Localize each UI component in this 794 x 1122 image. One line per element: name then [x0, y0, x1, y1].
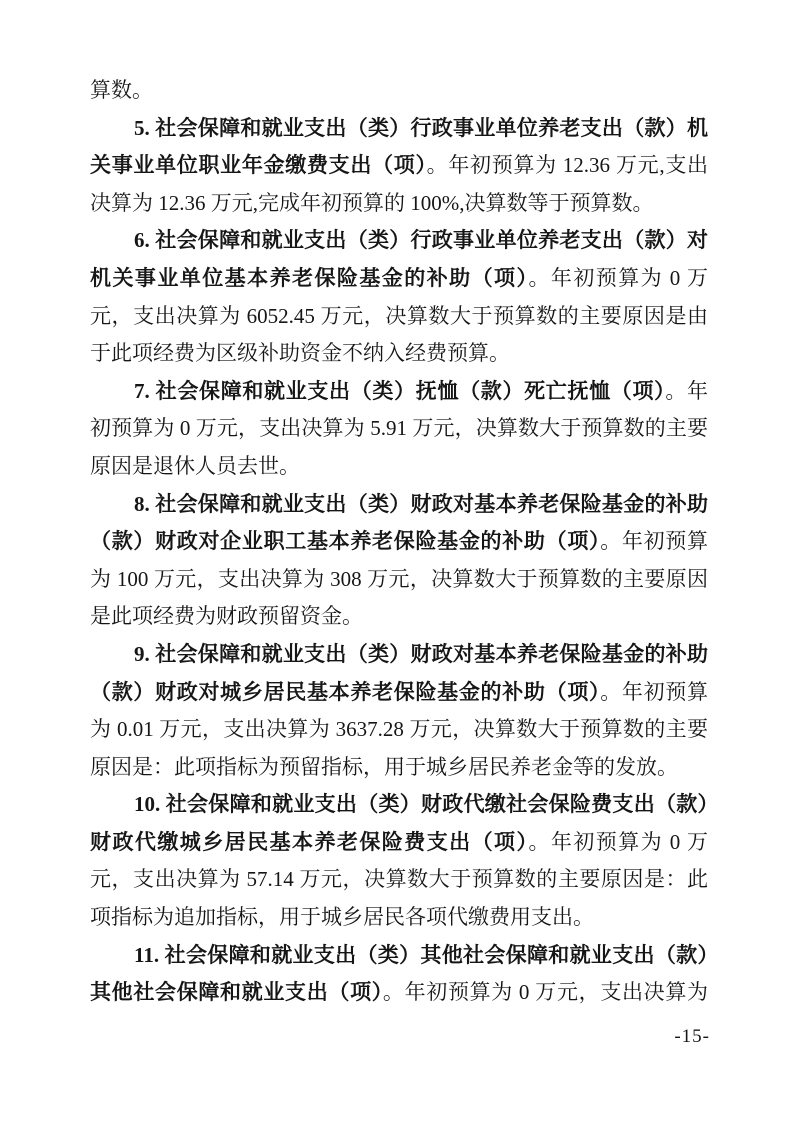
paragraph-item-6	[90, 222, 708, 372]
document-body	[90, 72, 708, 1012]
paragraph-text: 。年初预算为 0.01 万元，支出决算为 3637.28 万元，决算数大于预算数的主要原因是：此项指标为预留指标，用于城乡居民养老金等的发放。	[90, 679, 709, 779]
paragraph-text: 。年初预算为 12.36 万元,支出决算为 12.36 万元,完成年初预算的 100%,决算数等于预算数。	[90, 153, 709, 215]
paragraph-text: 。年初预算为 100 万元，支出决算为 308 万元，决算数大于预算数的主要原因是此项经费为财政预留资金。	[90, 529, 709, 629]
paragraph-heading: 8. 社会保障和就业支出（类）财政对基本养老保险基金的补助（款）财政对企业职工基本养老保险基金的补助（项）	[90, 491, 708, 554]
paragraph-text: 。年初预算为 0 万元，支出决算为 6052.45 万元，决算数大于预算数的主要原因是由于此项经费为区级补助资金不纳入经费预算。	[90, 265, 709, 366]
paragraph-item-5	[90, 110, 708, 223]
paragraph-text: 。年初预算为 0 万元，支出决算为	[382, 980, 709, 1005]
paragraph-item-10	[90, 786, 708, 936]
paragraph-text: 。年初预算为 0 万元，支出决算为 57.14 万元，决算数大于预算数的主要原因是：此项指标为追加指标，用于城乡居民各项代缴费用支出。	[90, 829, 709, 930]
paragraph-heading: 7. 社会保障和就业支出（类）抚恤（款）死亡抚恤（项）	[134, 378, 666, 403]
paragraph-item-11	[90, 937, 708, 1012]
paragraph-heading: 11. 社会保障和就业支出（类）其他社会保障和就业支出（款）其他社会保障和就业支出（项）	[90, 942, 708, 1005]
paragraph-heading: 9. 社会保障和就业支出（类）财政对基本养老保险基金的补助（款）财政对城乡居民基本养老保险基金的补助（项）	[90, 641, 708, 704]
paragraph-heading: 5. 社会保障和就业支出（类）行政事业单位养老支出（款）机关事业单位职业年金缴费支出（项）	[90, 115, 708, 178]
paragraph-item-9	[90, 636, 708, 786]
paragraph-item-7	[90, 373, 708, 486]
paragraph-heading: 6. 社会保障和就业支出（类）行政事业单位养老支出（款）对机关事业单位基本养老保险基金的补助（项）	[90, 228, 708, 290]
paragraph-item-8	[90, 486, 708, 636]
continuation-text: 算数。	[90, 78, 153, 102]
page-number: -15-	[674, 1026, 710, 1047]
paragraph-text: 。年初预算为 0 万元，支出决算为 5.91 万元，决算数大于预算数的主要原因是退休人员去世。	[90, 378, 709, 478]
paragraph-heading: 10. 社会保障和就业支出（类）财政代缴社会保险费支出（款）财政代缴城乡居民基本养老保险费支出（项）	[90, 792, 708, 854]
